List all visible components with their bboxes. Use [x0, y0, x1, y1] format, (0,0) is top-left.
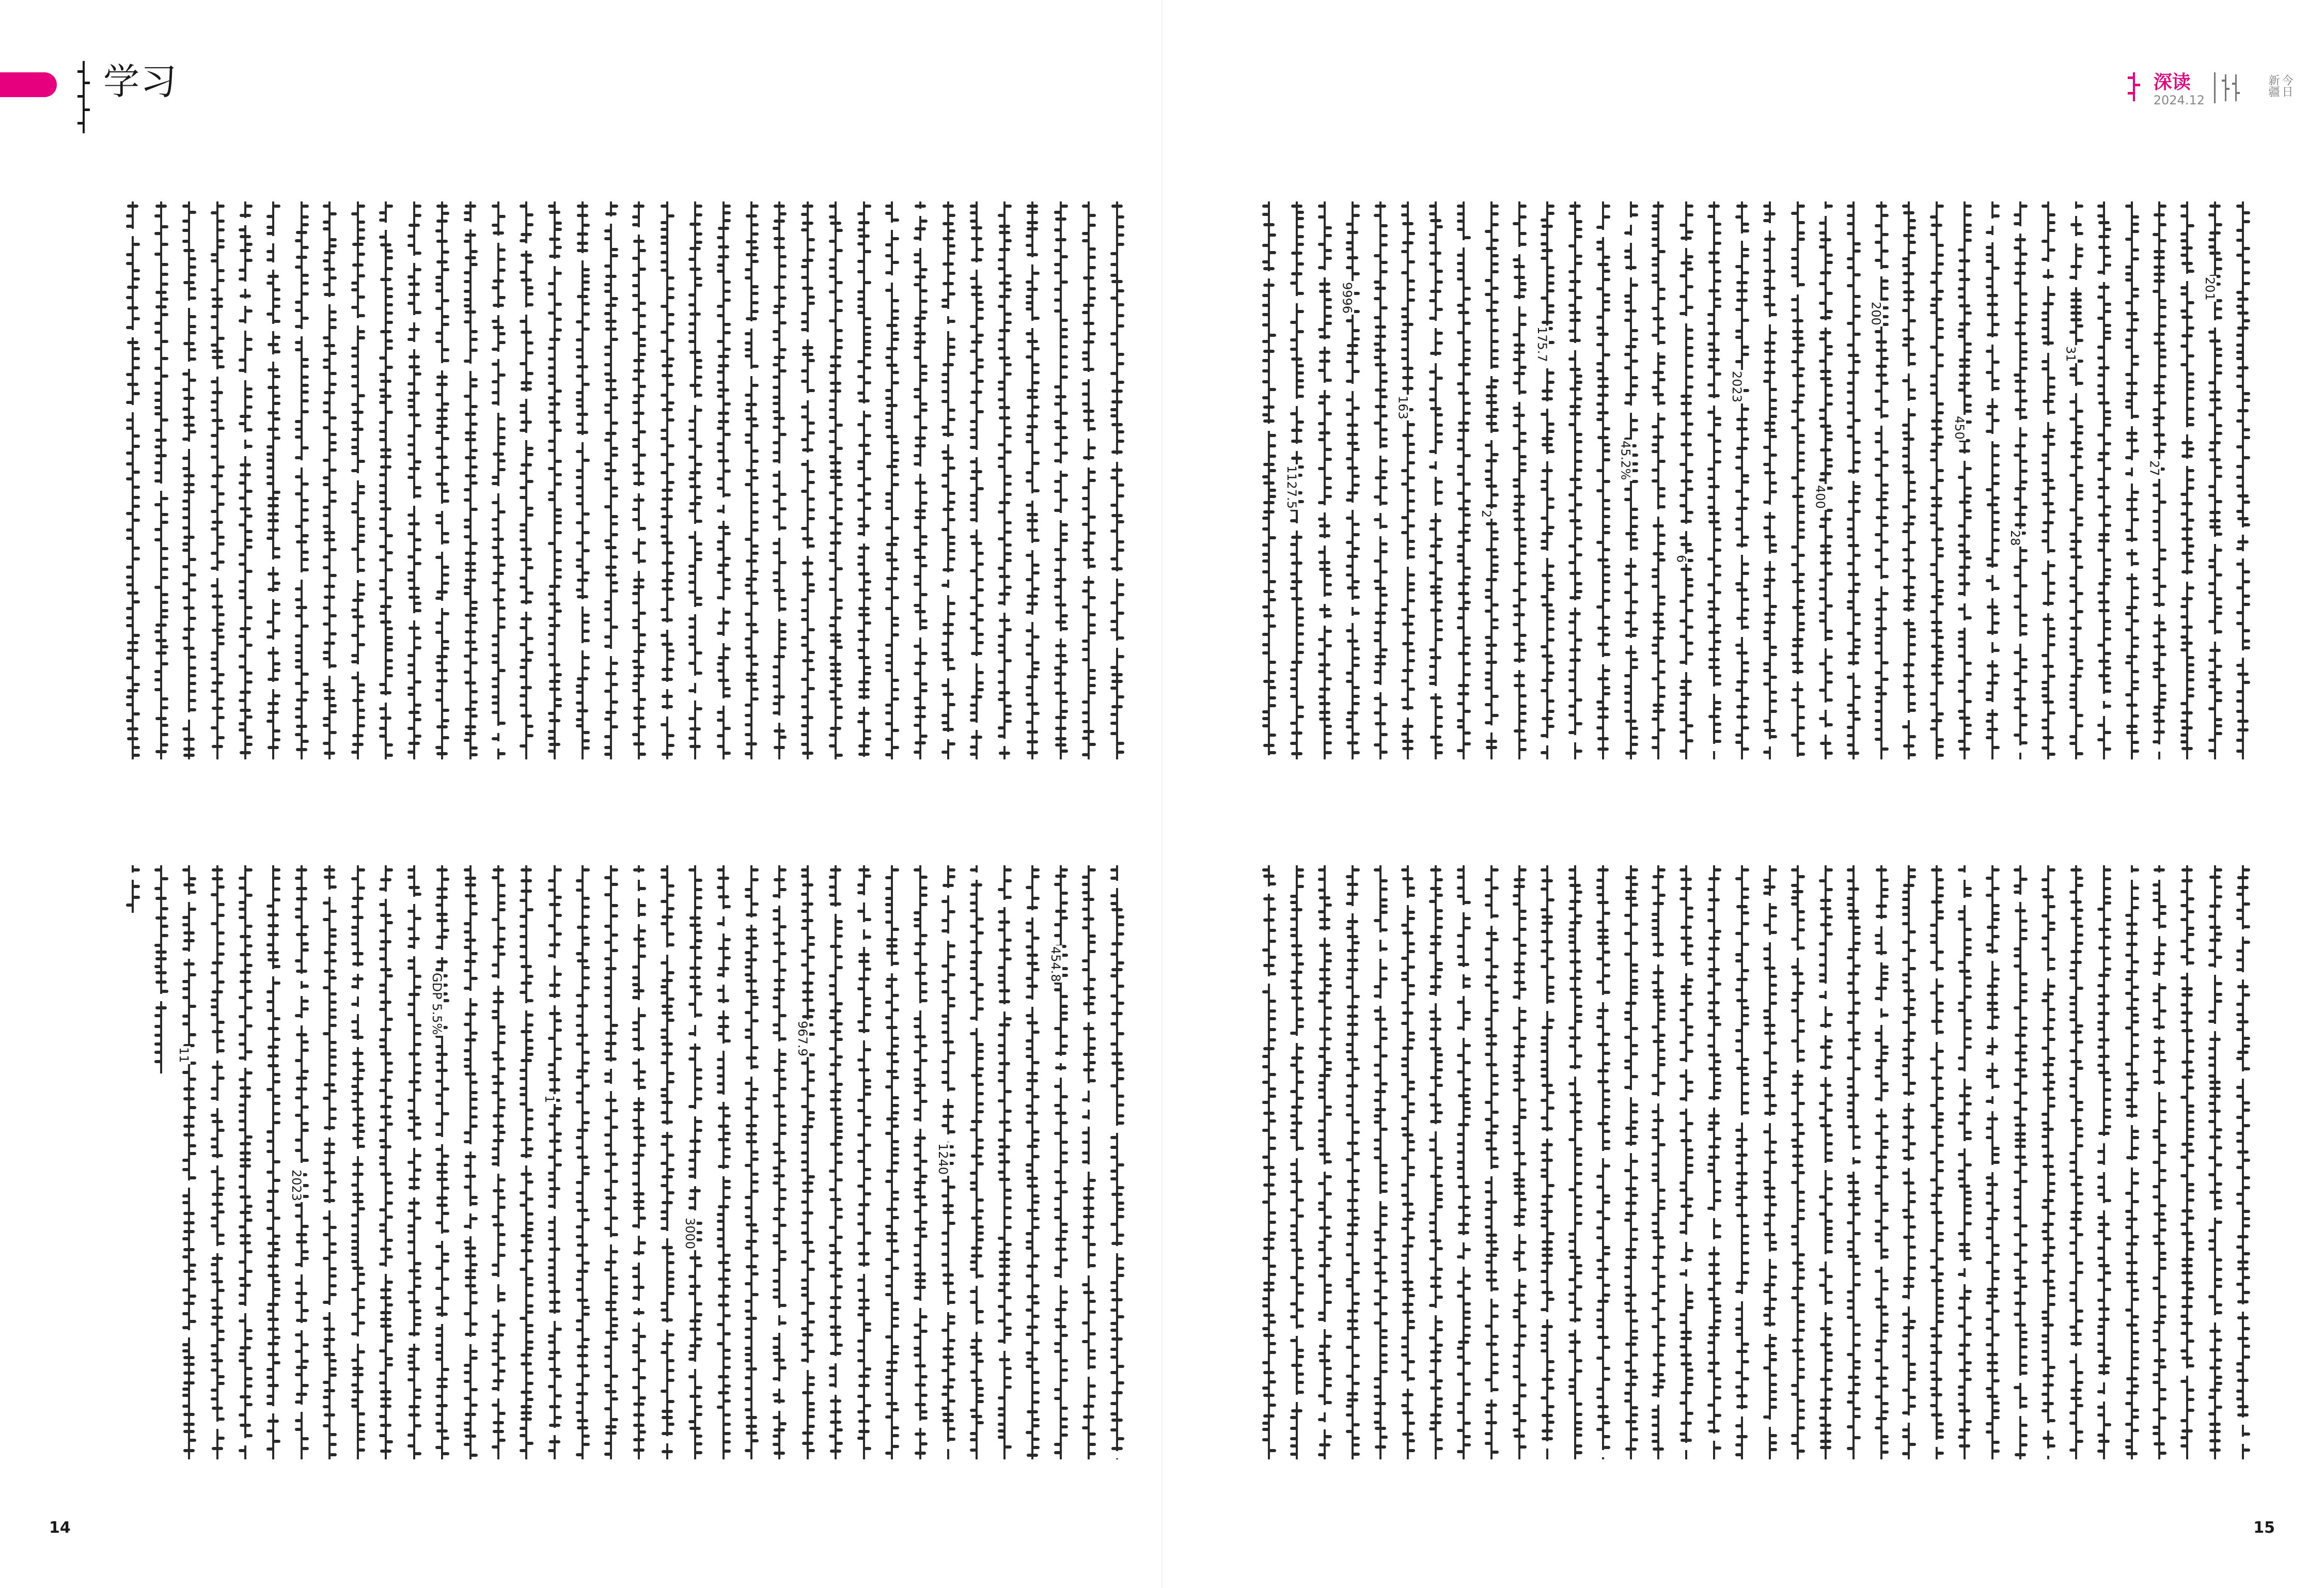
- text-column: [2178, 865, 2196, 1459]
- text-column: [2067, 865, 2085, 1459]
- text-column: [237, 201, 254, 759]
- number-fragment: 400: [1813, 485, 1828, 509]
- text-column: [490, 201, 507, 759]
- text-column: [180, 201, 198, 759]
- text-column: [1618, 201, 1640, 759]
- text-column: [1395, 201, 1417, 759]
- text-column: [1594, 201, 1612, 759]
- number-fragment: 967.9: [795, 1020, 810, 1056]
- text-column: [2123, 865, 2141, 1459]
- issue-date: 2024.12: [2153, 93, 2205, 107]
- text-column: [1427, 865, 1444, 1459]
- text-column: [715, 201, 732, 759]
- text-column: [883, 201, 901, 759]
- text-column: [209, 201, 226, 759]
- section-title: 学习: [103, 60, 178, 103]
- number-fragment: 28: [2007, 530, 2022, 546]
- text-column: [1650, 865, 1667, 1459]
- article-text-right-top: [1255, 201, 2257, 759]
- text-column: [2123, 201, 2141, 759]
- text-column: [630, 201, 648, 759]
- text-column: [517, 865, 535, 1459]
- text-column: [795, 865, 816, 1459]
- text-column: [743, 865, 760, 1459]
- text-column: [1984, 865, 2001, 1459]
- section-tab-marker: [0, 72, 57, 97]
- number-fragment: 163: [1395, 396, 1410, 420]
- text-column: [1455, 201, 1472, 759]
- text-column: [968, 201, 985, 759]
- text-column: [1483, 865, 1500, 1459]
- article-text-right-bottom: [1255, 865, 2257, 1459]
- text-column: [546, 201, 563, 759]
- text-column: [1479, 201, 1500, 759]
- text-column: [1789, 865, 1807, 1459]
- text-column: [430, 865, 451, 1459]
- text-column: [1730, 201, 1751, 759]
- text-column: [1260, 201, 1278, 759]
- text-column: [1594, 865, 1612, 1459]
- text-column: [1789, 201, 1807, 759]
- text-column: [1566, 865, 1584, 1459]
- text-column: [349, 201, 367, 759]
- brand-mongolian-icon: [2220, 74, 2256, 101]
- article-text-left-top: [119, 201, 1131, 759]
- text-column: [743, 201, 760, 759]
- text-column: [1868, 201, 1890, 759]
- text-column: [1260, 865, 1278, 1459]
- text-column: [1108, 865, 1126, 1459]
- text-column: [912, 865, 929, 1459]
- text-column: [799, 201, 816, 759]
- text-column: [152, 201, 170, 759]
- page-number: 14: [49, 1519, 71, 1537]
- text-column: [771, 865, 788, 1459]
- text-column: [574, 865, 591, 1459]
- magazine-brand: [2214, 72, 2293, 103]
- text-column: [827, 865, 844, 1459]
- text-column: [1052, 201, 1070, 759]
- text-column: [1344, 865, 1361, 1459]
- number-fragment: 1: [542, 1095, 557, 1103]
- text-column: [1511, 201, 1528, 759]
- number-fragment: 1240: [936, 1143, 951, 1175]
- text-column: [264, 865, 282, 1459]
- text-column: [209, 865, 226, 1459]
- text-column: [405, 201, 423, 759]
- text-column: [1080, 201, 1097, 759]
- text-column: [1316, 201, 1333, 759]
- text-column: [912, 201, 929, 759]
- mongolian-logo-icon: [2124, 72, 2144, 101]
- text-column: [1622, 865, 1640, 1459]
- text-column: [602, 201, 620, 759]
- text-column: [377, 201, 395, 759]
- text-column: [1080, 865, 1097, 1459]
- text-column: [1956, 865, 1973, 1459]
- number-fragment: 2023: [1730, 371, 1745, 403]
- text-column: [490, 865, 507, 1459]
- page-gutter: [1161, 0, 1163, 1588]
- text-column: [1427, 201, 1444, 759]
- text-column: [574, 201, 591, 759]
- text-column: [2178, 201, 2196, 759]
- text-column: [771, 201, 788, 759]
- text-column: [542, 865, 563, 1459]
- text-column: [293, 201, 310, 759]
- text-column: [1733, 865, 1751, 1459]
- text-column: [630, 865, 648, 1459]
- number-fragment: 175.7: [1534, 326, 1549, 362]
- text-column: [855, 201, 873, 759]
- text-column: [1705, 865, 1723, 1459]
- text-column: [1845, 865, 1862, 1459]
- text-column: [124, 865, 142, 913]
- text-column: [1538, 865, 1556, 1459]
- text-column: [289, 865, 310, 1459]
- text-column: [827, 201, 844, 759]
- text-column: [349, 865, 367, 1459]
- mongolian-section-label: [72, 61, 95, 133]
- text-column: [462, 201, 479, 759]
- text-column: [1873, 865, 1890, 1459]
- text-column: [996, 201, 1013, 759]
- text-column: [1900, 865, 1918, 1459]
- text-column: [1399, 865, 1417, 1459]
- number-fragment: 200: [1868, 302, 1883, 325]
- text-column: [883, 865, 901, 1459]
- text-column: [2095, 201, 2113, 759]
- text-column: [1900, 201, 1918, 759]
- number-fragment: 3000: [683, 1217, 698, 1249]
- text-column: [2234, 201, 2252, 759]
- text-column: [1928, 201, 1945, 759]
- text-column: [855, 865, 873, 1459]
- text-column: [1284, 201, 1306, 759]
- text-column: [1674, 201, 1695, 759]
- text-column: [264, 201, 282, 759]
- text-column: [405, 865, 423, 1459]
- text-column: [462, 865, 479, 1459]
- text-column: [1817, 865, 1834, 1459]
- text-column: [968, 865, 985, 1459]
- number-fragment: 1127.5: [1284, 465, 1299, 509]
- text-column: [1813, 201, 1834, 759]
- text-column: [1372, 201, 1389, 759]
- number-fragment: 31: [2063, 346, 2078, 362]
- number-fragment: 45.2%: [1618, 440, 1633, 480]
- text-column: [1761, 201, 1779, 759]
- text-column: [517, 201, 535, 759]
- text-column: [1024, 201, 1041, 759]
- article-text-left-bottom: [119, 865, 1131, 1459]
- text-column: [996, 865, 1013, 1459]
- text-column: [433, 201, 451, 759]
- text-column: [1340, 201, 1361, 759]
- text-column: [686, 201, 704, 759]
- text-column: [124, 201, 142, 759]
- text-column: [2234, 865, 2252, 1459]
- number-fragment: 201: [2203, 277, 2218, 301]
- number-fragment: 450: [1952, 415, 1967, 440]
- text-column: [2039, 865, 2057, 1459]
- text-column: [939, 201, 957, 759]
- number-fragment: 2: [1479, 510, 1494, 518]
- text-column: [715, 865, 732, 1459]
- number-fragment: 11: [177, 1047, 192, 1063]
- number-fragment: 6: [1674, 554, 1689, 563]
- text-column: [1650, 201, 1667, 759]
- text-column: [2203, 201, 2224, 759]
- number-fragment: 27: [2147, 460, 2162, 476]
- text-column: [1024, 865, 1041, 1459]
- text-column: [2206, 865, 2224, 1459]
- number-fragment: 9996: [1340, 282, 1355, 314]
- text-column: [2095, 865, 2113, 1459]
- text-column: [1316, 865, 1333, 1459]
- text-column: [658, 865, 676, 1459]
- text-column: [936, 865, 957, 1459]
- text-column: [237, 865, 254, 1459]
- text-column: [2007, 201, 2029, 759]
- text-column: [1372, 865, 1389, 1459]
- page-number: 15: [2253, 1519, 2275, 1537]
- text-column: [1928, 865, 1945, 1459]
- text-column: [377, 865, 395, 1459]
- section-title: 深读: [2153, 72, 2191, 93]
- text-column: [1455, 865, 1472, 1459]
- text-column: [2063, 201, 2085, 759]
- number-fragment: 454.8: [1048, 946, 1063, 982]
- number-fragment: 2023: [289, 1170, 304, 1202]
- brand-chinese-name: 今日新疆: [2267, 74, 2293, 97]
- text-column: [2147, 201, 2168, 759]
- text-column: [1677, 865, 1695, 1459]
- text-column: [1761, 865, 1779, 1459]
- text-column: [1511, 865, 1528, 1459]
- text-column: [1566, 201, 1584, 759]
- text-column: [1952, 201, 1973, 759]
- text-column: [1984, 201, 2001, 759]
- text-column: [2012, 865, 2029, 1459]
- text-column: [683, 865, 704, 1459]
- text-column: [658, 201, 676, 759]
- text-column: [602, 865, 620, 1459]
- text-column: [321, 865, 338, 1459]
- text-column: [1108, 201, 1126, 759]
- text-column: [152, 865, 170, 1073]
- number-fragment: GDP 5.5%: [430, 973, 445, 1035]
- text-column: [321, 201, 338, 759]
- text-column: [1845, 201, 1862, 759]
- section-label-block: [2154, 72, 2205, 107]
- text-column: [1705, 201, 1723, 759]
- text-column: [177, 865, 198, 1459]
- text-column: [2150, 865, 2168, 1459]
- text-column: [1534, 201, 1556, 759]
- text-column: [1288, 865, 1306, 1459]
- text-column: [2039, 201, 2057, 759]
- right-header: [2124, 72, 2293, 114]
- text-column: [1048, 865, 1070, 1459]
